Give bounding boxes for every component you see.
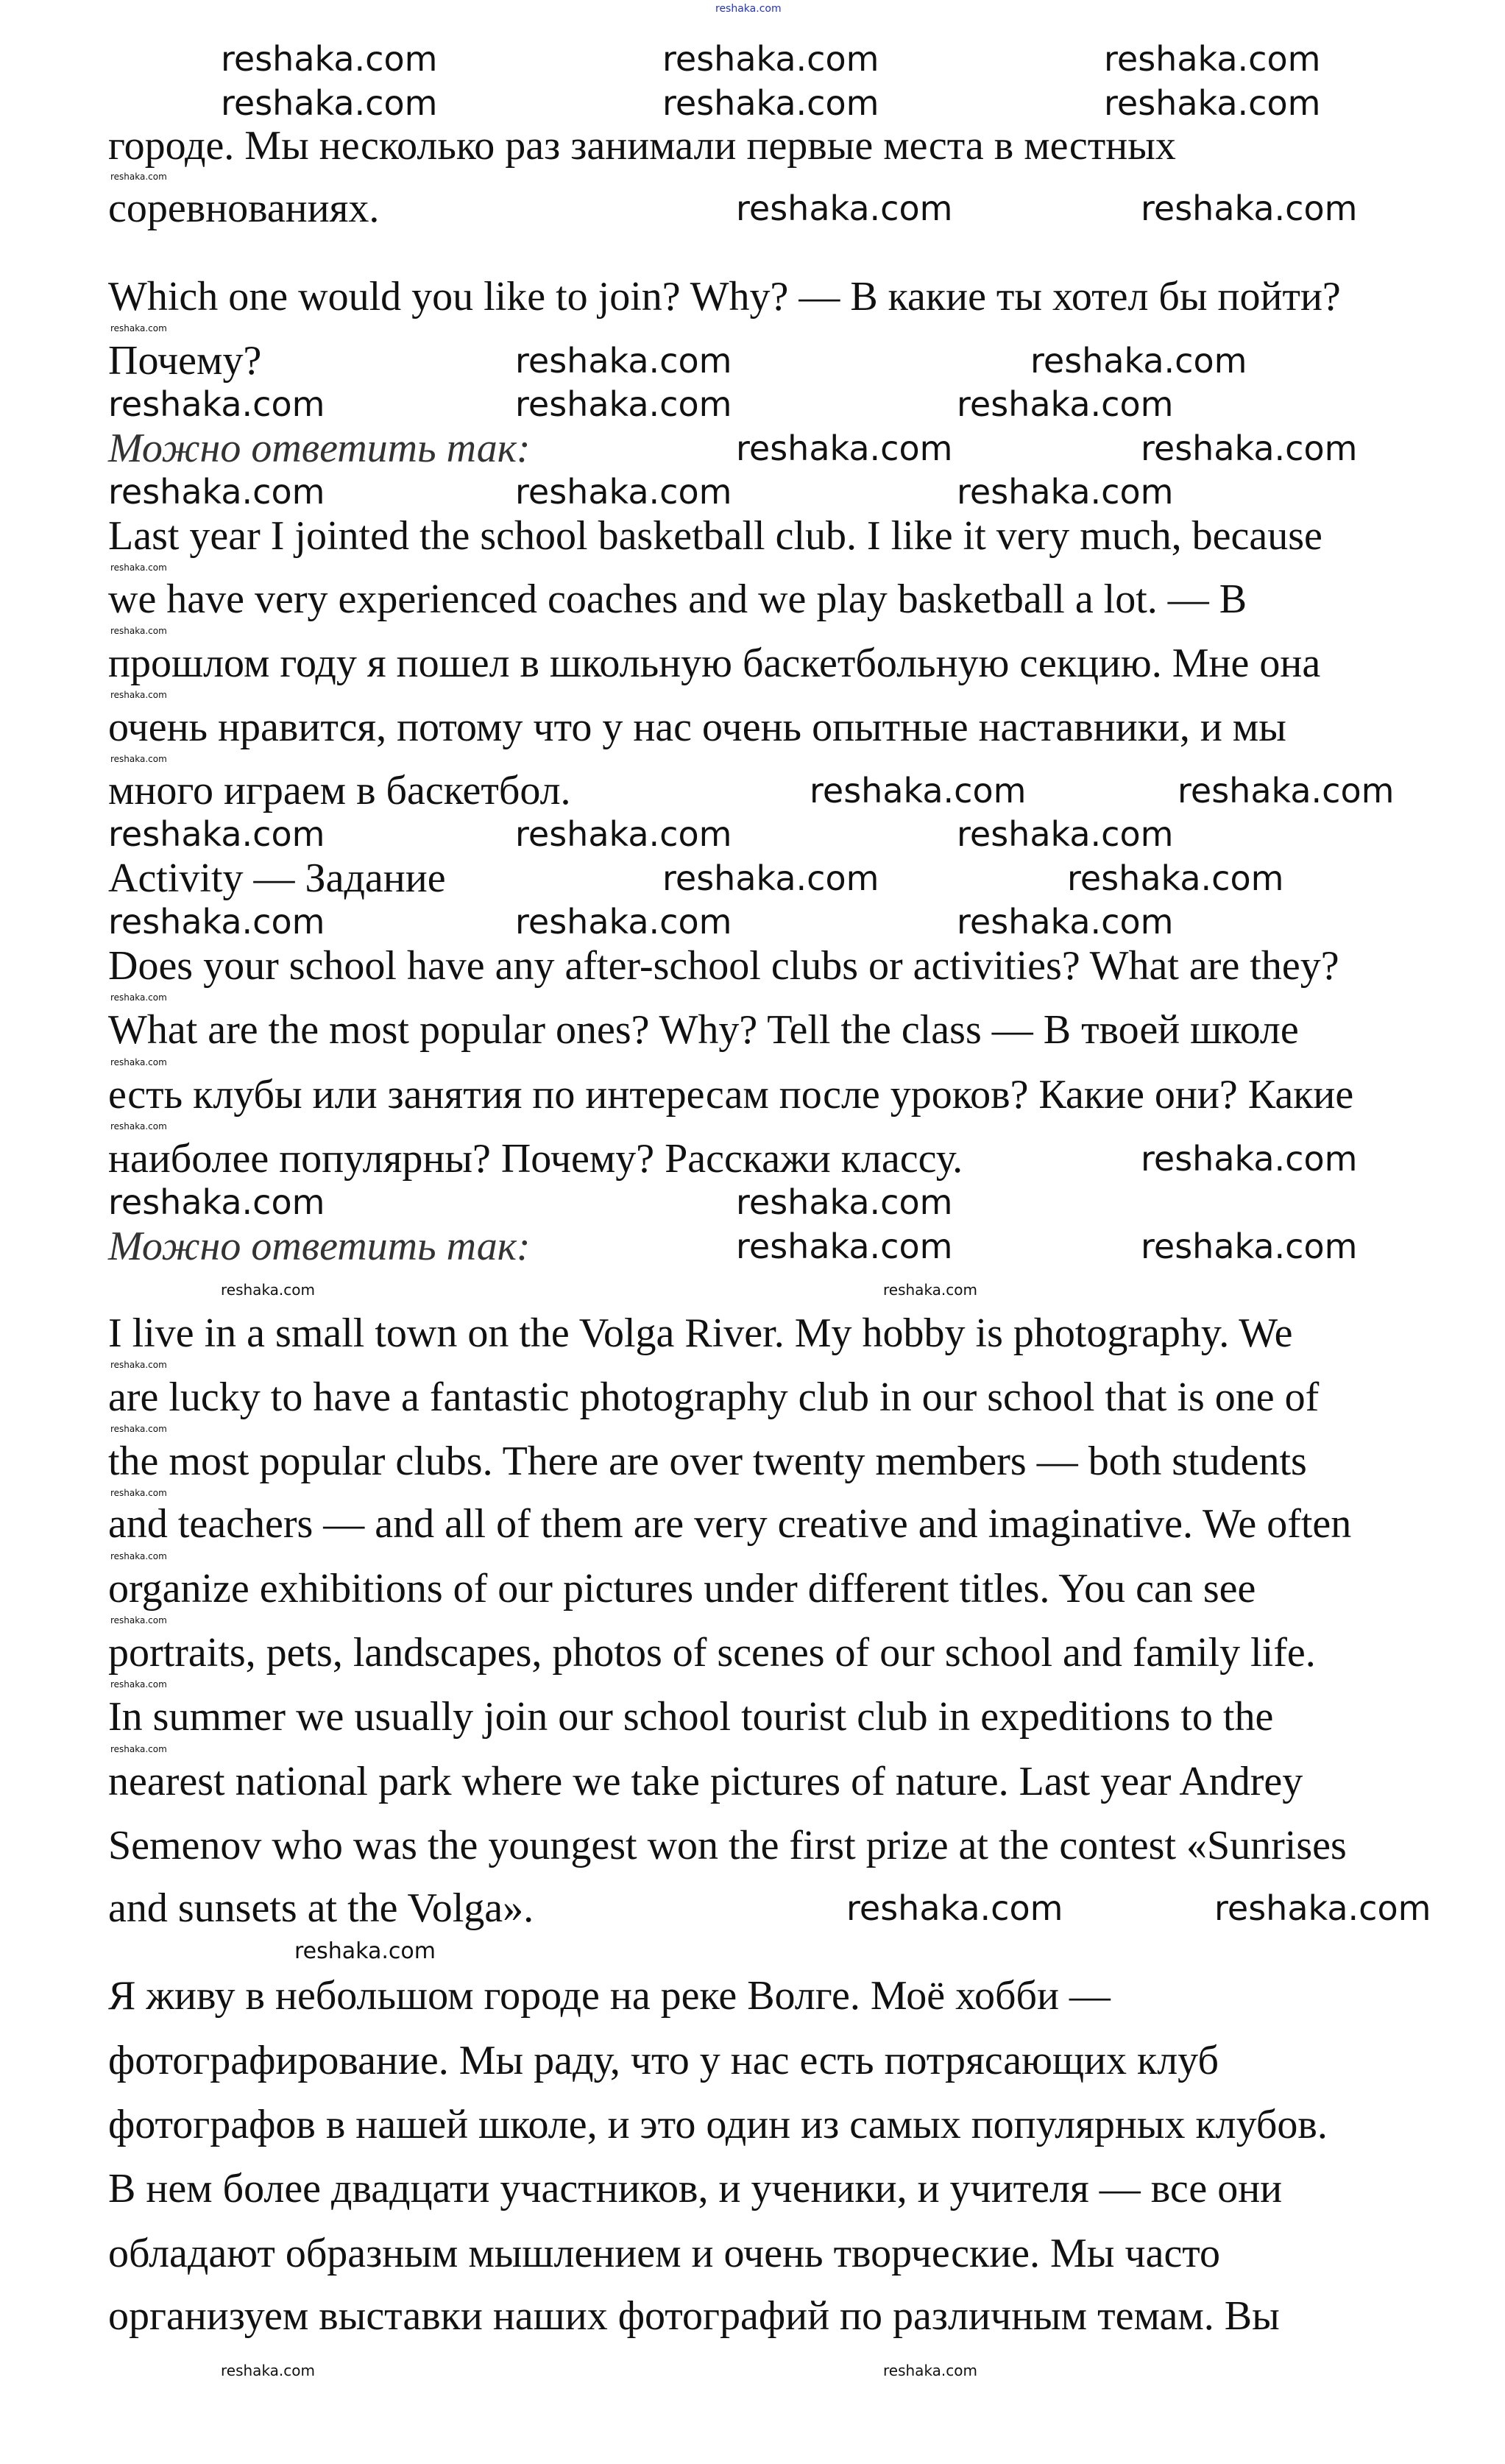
text-line: Semenov who was the youngest won the first prize at the contest «Sunrises: [108, 1823, 1347, 1868]
watermark: reshaka.com: [1141, 1226, 1358, 1266]
watermark: reshaka.com: [108, 1182, 325, 1222]
watermark: reshaka.com: [110, 1360, 167, 1370]
watermark: reshaka.com: [883, 2362, 977, 2379]
text-line: we have very experienced coaches and we play basketball a lot. — В: [108, 576, 1247, 622]
watermark: reshaka.com: [110, 992, 167, 1003]
text-line: прошлом году я пошел в школьную баскетбольную секцию. Мне она: [108, 640, 1321, 686]
text-line: What are the most popular ones? Why? Tell the class — В твоей школе: [108, 1007, 1299, 1053]
text-line: есть клубы или занятия по интересам после уроков? Какие они? Какие: [108, 1072, 1354, 1118]
watermark: reshaka.com: [957, 902, 1174, 942]
text-line: фотографирование. Мы раду, что у нас есть потрясающих клуб: [108, 2038, 1219, 2083]
watermark: reshaka.com: [221, 1281, 315, 1299]
watermark: reshaka.com: [221, 2362, 315, 2379]
watermark: reshaka.com: [1141, 428, 1358, 468]
watermark: reshaka.com: [515, 472, 732, 512]
watermark: reshaka.com: [736, 428, 953, 468]
text-line: Я живу в небольшом городе на реке Волге. Моё хобби —: [108, 1973, 1111, 2019]
text-line: городе. Мы несколько раз занимали первые места в местных: [108, 123, 1176, 169]
answer-heading: Можно ответить так:: [108, 1224, 531, 1269]
watermark: reshaka.com: [110, 754, 167, 764]
watermark: reshaka.com: [110, 1424, 167, 1434]
watermark: reshaka.com: [957, 472, 1174, 512]
watermark: reshaka.com: [1214, 1888, 1431, 1928]
text-line: Which one would you like to join? Why? — В какие ты хотел бы пойти?: [108, 274, 1341, 320]
watermark: reshaka.com: [1178, 771, 1395, 811]
watermark: reshaka.com: [515, 341, 732, 381]
text-line: обладают образным мышлением и очень творческие. Мы часто: [108, 2231, 1221, 2276]
text-line: and teachers — and all of them are very creative and imaginative. We often: [108, 1501, 1352, 1547]
watermark: reshaka.com: [110, 1551, 167, 1561]
watermark: reshaka.com: [110, 1121, 167, 1132]
watermark: reshaka.com: [662, 83, 879, 123]
watermark: reshaka.com: [110, 1615, 167, 1625]
watermark: reshaka.com: [221, 39, 438, 79]
watermark: reshaka.com: [110, 1057, 167, 1067]
watermark: reshaka.com: [108, 384, 325, 424]
text-line: организуем выставки наших фотографий по различным темам. Вы: [108, 2293, 1280, 2339]
text-line: Does your school have any after-school clubs or activities? What are they?: [108, 943, 1339, 989]
text-line: соревнованиях.: [108, 186, 380, 231]
watermark: reshaka.com: [110, 323, 167, 333]
text-line: the most popular clubs. There are over twenty members — both students: [108, 1438, 1307, 1484]
text-line: nearest national park where we take pictures of nature. Last year Andrey: [108, 1759, 1303, 1804]
text-line: очень нравится, потому что у нас очень опытные наставники, и мы: [108, 705, 1286, 750]
watermark: reshaka.com: [846, 1888, 1063, 1928]
watermark: reshaka.com: [662, 39, 879, 79]
watermark: reshaka.com: [1141, 188, 1358, 228]
watermark: reshaka.com: [810, 771, 1027, 811]
watermark: reshaka.com: [662, 858, 879, 898]
watermark: reshaka.com: [957, 814, 1174, 854]
text-line: organize exhibitions of our pictures under different titles. You can see: [108, 1566, 1256, 1612]
watermark: reshaka.com: [736, 188, 953, 228]
watermark: reshaka.com: [108, 814, 325, 854]
text-line: portraits, pets, landscapes, photos of scenes of our school and family life.: [108, 1630, 1316, 1676]
watermark: reshaka.com: [736, 1226, 953, 1266]
watermark: reshaka.com: [1104, 39, 1321, 79]
text-line: Почему?: [108, 338, 262, 384]
watermark: reshaka.com: [108, 902, 325, 942]
watermark: reshaka.com: [883, 1281, 977, 1299]
watermark: reshaka.com: [221, 83, 438, 123]
watermark: reshaka.com: [110, 172, 167, 182]
text-line: много играем в баскетбол.: [108, 768, 571, 813]
watermark: reshaka.com: [110, 1744, 167, 1754]
text-line: В нем более двадцати участников, и ученики, и учителя — все они: [108, 2166, 1283, 2211]
text-line: and sunsets at the Volga».: [108, 1885, 534, 1931]
watermark: reshaka.com: [1067, 858, 1284, 898]
watermark: reshaka.com: [736, 1182, 953, 1222]
watermark: reshaka.com: [110, 562, 167, 573]
watermark: reshaka.com: [1030, 341, 1247, 381]
watermark: reshaka.com: [515, 814, 732, 854]
text-line: I live in a small town on the Volga River. My hobby is photography. We: [108, 1310, 1293, 1356]
watermark: reshaka.com: [957, 384, 1174, 424]
watermark: reshaka.com: [1141, 1139, 1358, 1179]
watermark: reshaka.com: [1104, 83, 1321, 123]
site-link[interactable]: reshaka.com: [715, 3, 782, 15]
text-line: In summer we usually join our school tourist club in expeditions to the: [108, 1694, 1274, 1740]
watermark: reshaka.com: [110, 1679, 167, 1690]
text-line: are lucky to have a fantastic photography club in our school that is one of: [108, 1374, 1320, 1420]
watermark: reshaka.com: [294, 1938, 436, 1964]
text-line: наиболее популярны? Почему? Расскажи классу.: [108, 1136, 963, 1182]
answer-heading: Можно ответить так:: [108, 426, 531, 471]
watermark: reshaka.com: [110, 626, 167, 636]
watermark: reshaka.com: [515, 902, 732, 942]
text-line: Last year I jointed the school basketball club. I like it very much, because: [108, 513, 1322, 559]
watermark: reshaka.com: [515, 384, 732, 424]
watermark: reshaka.com: [110, 1488, 167, 1498]
watermark: reshaka.com: [108, 472, 325, 512]
text-line: фотографов в нашей школе, и это один из самых популярных клубов.: [108, 2102, 1328, 2147]
watermark: reshaka.com: [110, 690, 167, 700]
text-line: Activity — Задание: [108, 855, 446, 901]
